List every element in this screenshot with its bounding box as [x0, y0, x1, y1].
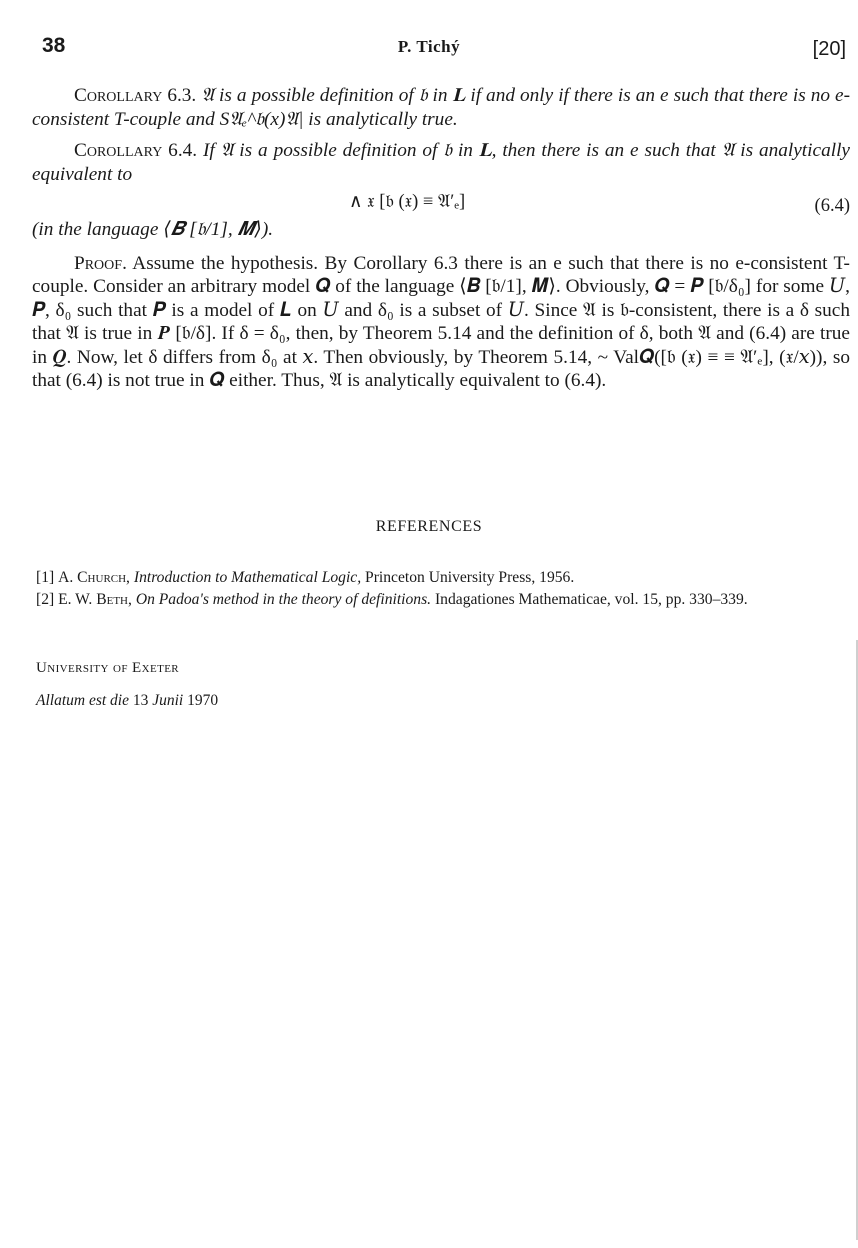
- corollary-6-3: [32, 84, 850, 131]
- received-month: Junii: [152, 692, 184, 709]
- page-number: 38: [42, 34, 66, 57]
- proof-label: Proof.: [74, 252, 127, 274]
- reference-number: [2]: [36, 591, 55, 608]
- reference-publication: Princeton University Press, 1956.: [365, 569, 575, 586]
- series-number: [20]: [812, 38, 846, 60]
- affiliation: University of Exeter: [36, 660, 180, 676]
- corollary-6-4-language: (in the language ⟨𝑩 [𝔟/1], 𝑴⟩).: [32, 219, 274, 240]
- reference-item: [36, 590, 848, 609]
- corollary-6-4-label: Corollary 6.4.: [74, 140, 198, 161]
- reference-item: [36, 568, 848, 587]
- main-text: [32, 84, 850, 401]
- equation-6-4: [32, 191, 850, 218]
- received-day: 13: [132, 692, 149, 709]
- reference-publication: Indagationes Mathematicae, vol. 15, pp. 330–339.: [434, 591, 748, 608]
- references-list: [36, 568, 848, 612]
- corollary-6-4-statement: If 𝔄 is a possible definition of 𝔟 in 𝐋, then there is an e such that 𝔄 is analytically equivalent to: [32, 140, 850, 185]
- reference-title: On Padoa's method in the theory of definitions.: [135, 591, 432, 608]
- corollary-6-4: [32, 139, 850, 186]
- reference-author: E. W. Beth,: [58, 591, 132, 608]
- reference-title: Introduction to Mathematical Logic,: [133, 569, 362, 586]
- received-prefix: Allatum est die: [36, 692, 129, 709]
- received-date: [36, 692, 218, 710]
- references-heading: REFERENCES: [375, 518, 483, 535]
- reference-number: [1]: [36, 569, 55, 586]
- reference-author: A. Church,: [58, 569, 130, 586]
- corollary-6-3-statement: 𝔄 is a possible definition of 𝔟 in 𝐋 if and only if there is an e such that there is no e-consistent T-couple and S𝔄ₑ^𝔟(x)𝔄| is analytically true.: [32, 85, 850, 130]
- equation-6-4-formula: ∧ 𝔵 [𝔟 (𝔵) ≡ 𝔄′ₑ]: [349, 192, 466, 212]
- corollary-6-3-label: Corollary 6.3.: [74, 85, 197, 106]
- equation-6-4-number: (6.4): [814, 196, 850, 216]
- received-year: 1970: [187, 692, 219, 709]
- proof-text: Assume the hypothesis. By Corollary 6.3 there is an e such that there is no e-consistent T-couple. Consider an arbitrary model 𝑸 of the language ⟨𝑩 [𝔟/1], 𝑴⟩. Obviously, 𝑸 = 𝑷 [𝔟/δ₀] for some 𝑈, 𝑷, δ₀ such that 𝑷 is a model of 𝑳 on 𝑈 and δ₀ is a subset of 𝑈. Since 𝔄 is 𝔟-consistent, there is a δ such that 𝔄 is true in 𝑷 [𝔟/δ]. If δ = δ₀, then, by Theorem 5.14 and the definition of δ, both 𝔄 and (6.4) are true in 𝑸. Now, let δ differs from δ₀ at 𝑥. Then obviously, by Theorem 5.14, ~ Val𝑸([𝔟 (𝔵) ≡ ≡ 𝔄′ₑ], (𝔵/𝑥)), so that (6.4) is not true in 𝑸 either. Thus, 𝔄 is analytically equivalent to (6.4).: [32, 252, 850, 391]
- running-head-author: P. Tichý: [397, 37, 461, 56]
- proof: [32, 252, 850, 393]
